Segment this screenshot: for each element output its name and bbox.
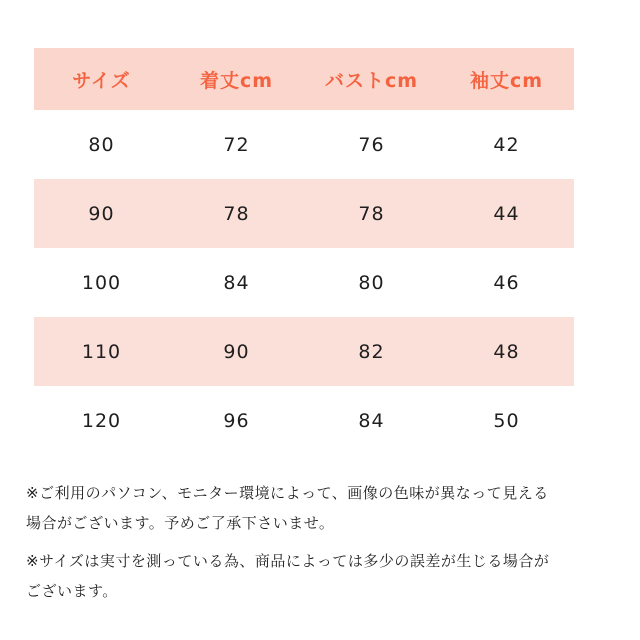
cell-bust: 84 [304,386,439,455]
size-table-head [34,48,574,110]
cell-sleeve: 42 [439,110,574,179]
cell-length: 72 [169,110,304,179]
size-table-body [34,110,574,455]
note-line: ※サイズは実寸を測っている為、商品によっては多少の誤差が生じる場合が [26,552,550,570]
cell-length: 90 [169,317,304,386]
note-measurement-tolerance [26,546,616,606]
table-row [34,179,574,248]
column-header-length: 着丈cm [169,48,304,110]
cell-sleeve: 48 [439,317,574,386]
note-line: ございます。 [26,582,118,600]
size-table [34,48,574,455]
note-monitor-color [26,478,616,538]
cell-bust: 76 [304,110,439,179]
cell-size: 120 [34,386,169,455]
cell-length: 96 [169,386,304,455]
cell-size: 100 [34,248,169,317]
table-row [34,317,574,386]
column-header-bust: バストcm [304,48,439,110]
cell-sleeve: 50 [439,386,574,455]
cell-size: 110 [34,317,169,386]
column-header-size: サイズ [34,48,169,110]
cell-sleeve: 44 [439,179,574,248]
cell-bust: 82 [304,317,439,386]
cell-bust: 78 [304,179,439,248]
note-line: 場合がございます。予めご了承下さいませ。 [26,514,335,532]
cell-bust: 80 [304,248,439,317]
notes-section [26,478,616,614]
table-header-row [34,48,574,110]
cell-length: 84 [169,248,304,317]
table-row [34,248,574,317]
cell-length: 78 [169,179,304,248]
cell-sleeve: 46 [439,248,574,317]
table-row [34,386,574,455]
table-row [34,110,574,179]
note-line: ※ご利用のパソコン、モニター環境によって、画像の色味が異なって見える [26,484,549,502]
column-header-sleeve: 袖丈cm [439,48,574,110]
cell-size: 90 [34,179,169,248]
cell-size: 80 [34,110,169,179]
